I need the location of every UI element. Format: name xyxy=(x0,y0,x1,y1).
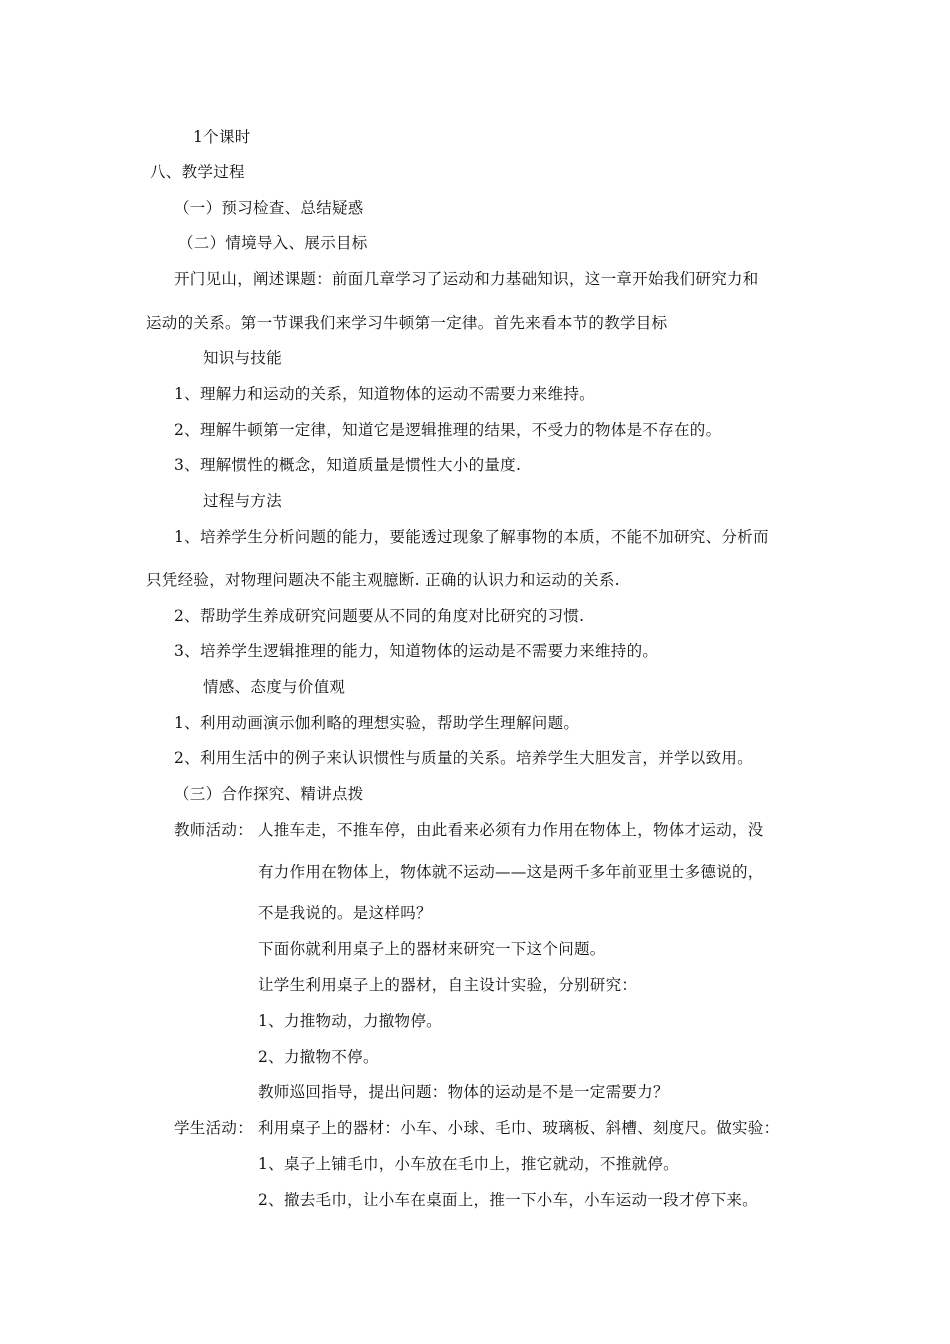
student-activity-line: 2、撤去毛巾，让小车在桌面上，推一下小车，小车运动一段才停下来。 xyxy=(258,1191,758,1209)
section-heading-teaching-process: 八、教学过程 xyxy=(150,163,245,181)
teacher-activity-line: 1、力推物动，力撤物停。 xyxy=(258,1012,442,1030)
teacher-activity-line: 教师巡回指导，提出问题：物体的运动是不是一定需要力？ xyxy=(258,1083,669,1101)
objective-item: 2、帮助学生养成研究问题要从不同的角度对比研究的习惯. xyxy=(174,607,585,625)
objective-item: 3、培养学生逻辑推理的能力，知道物体的运动是不需要力来维持的。 xyxy=(174,642,659,660)
student-activity-line: 1、桌子上铺毛巾，小车放在毛巾上，推它就动，不推就停。 xyxy=(258,1155,679,1173)
objective-item: 1、理解力和运动的关系，知道物体的运动不需要力来维持。 xyxy=(174,385,595,403)
teacher-activity-label: 教师活动： xyxy=(174,821,254,839)
teacher-activity-line: 2、力撤物不停。 xyxy=(258,1048,379,1066)
objective-heading-process: 过程与方法 xyxy=(203,492,283,510)
objective-item: 2、理解牛顿第一定律，知道它是逻辑推理的结果，不受力的物体是不存在的。 xyxy=(174,421,722,439)
objective-item-continued: 只凭经验，对物理问题决不能主观臆断. 正确的认识力和运动的关系. xyxy=(146,571,620,589)
teacher-activity-line: 不是我说的。是这样吗？ xyxy=(258,904,432,922)
teacher-activity-line: 人推车走，不推车停，由此看来必须有力作用在物体上，物体才运动，没 xyxy=(258,821,764,839)
step-heading-cooperative-inquiry: （三）合作探究、精讲点拨 xyxy=(174,785,364,803)
objective-heading-knowledge: 知识与技能 xyxy=(203,349,283,367)
step-heading-preview-check: （一）预习检查、总结疑惑 xyxy=(174,199,364,217)
objective-item: 3、理解惯性的概念，知道质量是惯性大小的量度. xyxy=(174,456,522,474)
objective-item: 1、培养学生分析问题的能力，要能透过现象了解事物的本质，不能不加研究、分析而 xyxy=(174,528,769,546)
step-heading-situation-intro: （二）情境导入、展示目标 xyxy=(178,234,368,252)
intro-paragraph-line: 运动的关系。第一节课我们来学习牛顿第一定律。首先来看本节的教学目标 xyxy=(146,314,668,332)
objective-heading-emotion: 情感、态度与价值观 xyxy=(203,678,346,696)
intro-paragraph-line: 开门见山，阐述课题：前面几章学习了运动和力基础知识，这一章开始我们研究力和 xyxy=(174,270,759,288)
objective-item: 2、利用生活中的例子来认识惯性与质量的关系。培养学生大胆发言，并学以致用。 xyxy=(174,749,753,767)
teacher-activity-line: 下面你就利用桌子上的器材来研究一下这个问题。 xyxy=(258,940,606,958)
student-activity-line: 利用桌子上的器材：小车、小球、毛巾、玻璃板、斜槽、刻度尺。做实验： xyxy=(258,1119,780,1137)
student-activity-label: 学生活动： xyxy=(174,1119,254,1137)
teacher-activity-line: 有力作用在物体上，物体就不运动——这是两千多年前亚里士多德说的， xyxy=(258,863,764,881)
lesson-duration: 1个课时 xyxy=(193,128,251,146)
teacher-activity-line: 让学生利用桌子上的器材，自主设计实验，分别研究： xyxy=(258,976,638,994)
objective-item: 1、利用动画演示伽利略的理想实验，帮助学生理解问题。 xyxy=(174,714,580,732)
